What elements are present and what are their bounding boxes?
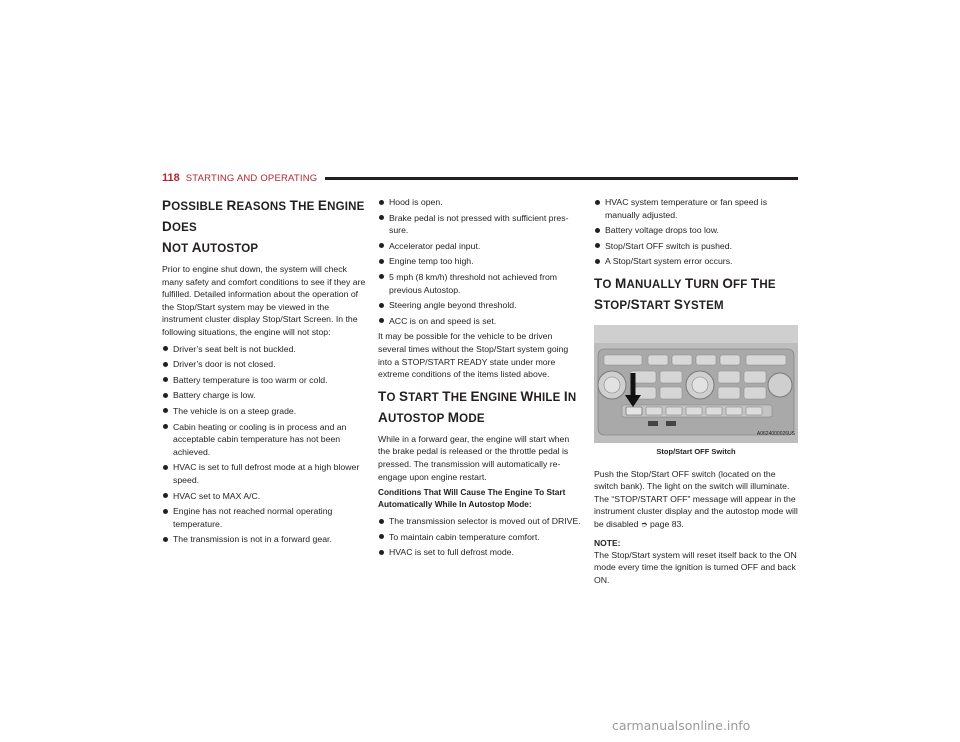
page-reference-link[interactable]: page 83. <box>647 518 684 529</box>
note-text: The Stop/Start system will reset itself back to the ON mode every time the ignition is turned OFF and back ON. <box>594 549 797 585</box>
heading-possible-reasons: POSSIBLE REASONS THE ENGINE DOES NOT AUTOSTOP <box>162 198 365 255</box>
no-stop-conditions-list <box>162 343 366 546</box>
note-label: NOTE: <box>594 537 621 548</box>
list-item: Battery temperature is too warm or cold. <box>162 374 366 387</box>
column-3 <box>594 196 798 590</box>
intro-paragraph: Prior to engine shut down, the system will check many safety and comfort conditions to see if they are fulfilled. Detailed information about the operation of the Stop/Start system may be viewed in the instrument cluster display Stop/Start Screen. In the following situations, the engine will not stop: <box>162 264 366 337</box>
figure-caption: Stop/Start OFF Switch <box>656 446 736 456</box>
list-item: To maintain cabin temperature comfort. <box>378 531 582 544</box>
list-item: Steering angle beyond threshold. <box>378 299 582 312</box>
page-header <box>162 171 798 185</box>
header-rule <box>325 177 798 180</box>
list-item: Driver’s seat belt is not buckled. <box>162 343 366 356</box>
column-2 <box>378 196 582 562</box>
figure-code: A0624000026US <box>756 431 795 438</box>
list-item: ACC is on and speed is set. <box>378 315 582 328</box>
list-item: HVAC is set to full defrost mode. <box>378 546 582 559</box>
watermark: carmanualsonline.info <box>612 718 751 733</box>
page-number: 118 <box>162 172 180 184</box>
list-item: HVAC system temperature or fan speed is manually adjusted. <box>594 196 798 221</box>
autostop-intro-paragraph: While in a forward gear, the engine will start when the brake pedal is released or the throttle pedal is pressed. The transmission will automatically re-engage upon engine restart. <box>378 433 570 482</box>
list-item: The transmission selector is moved out of DRIVE. <box>378 515 582 528</box>
page-reference-arrow-icon: ➮ <box>640 519 648 529</box>
stop-start-switch-figure <box>594 325 798 443</box>
list-item: The transmission is not in a forward gear. <box>162 533 366 546</box>
heading-to-start-engine: TO START THE ENGINE WHILE IN AUTOSTOP MODE <box>378 388 577 425</box>
heading-manually-turn-off: TO MANUALLY TURN OFF THE STOP/START SYSTEM <box>594 275 776 312</box>
list-item: Battery charge is low. <box>162 389 366 402</box>
list-item: A Stop/Start system error occurs. <box>594 255 798 268</box>
section-title: STARTING AND OPERATING <box>185 172 318 184</box>
list-item: HVAC set to MAX A/C. <box>162 490 366 503</box>
no-stop-conditions-list-continued <box>378 196 582 327</box>
list-item: Engine temp too high. <box>378 255 582 268</box>
list-item: Accelerator pedal input. <box>378 240 582 253</box>
list-item: The vehicle is on a steep grade. <box>162 405 366 418</box>
list-item: Hood is open. <box>378 196 582 209</box>
conditions-subheading: Conditions That Will Cause The Engine To Start Automatically While In Autostop Mode: <box>378 487 566 509</box>
restart-conditions-list <box>378 515 582 559</box>
list-item: Driver’s door is not closed. <box>162 358 366 371</box>
manual-off-paragraph: Push the Stop/Start OFF switch (located on the switch bank). The light on the switch will illuminate. The “STOP/START OFF” message will appear in the instrument cluster display and the autostop mode will be disabled ➮ page 83. <box>594 468 798 529</box>
restart-conditions-list-continued <box>594 196 798 268</box>
list-item: Stop/Start OFF switch is pushed. <box>594 240 798 253</box>
column-1 <box>162 196 366 549</box>
extreme-conditions-paragraph: It may be possible for the vehicle to be driven several times without the Stop/Start system going into a STOP/START READY state under more extreme conditions of the items listed above. <box>378 331 569 380</box>
dashboard-illustration <box>594 325 798 443</box>
list-item: Brake pedal is not pressed with sufficient pres-sure. <box>378 212 582 237</box>
list-item: Engine has not reached normal operating temperature. <box>162 505 366 530</box>
list-item: HVAC is set to full defrost mode at a high blower speed. <box>162 461 366 486</box>
list-item: Cabin heating or cooling is in process and an acceptable cabin temperature has not been achieved. <box>162 421 366 459</box>
list-item: 5 mph (8 km/h) threshold not achieved from previous Autostop. <box>378 271 582 296</box>
list-item: Battery voltage drops too low. <box>594 224 798 237</box>
